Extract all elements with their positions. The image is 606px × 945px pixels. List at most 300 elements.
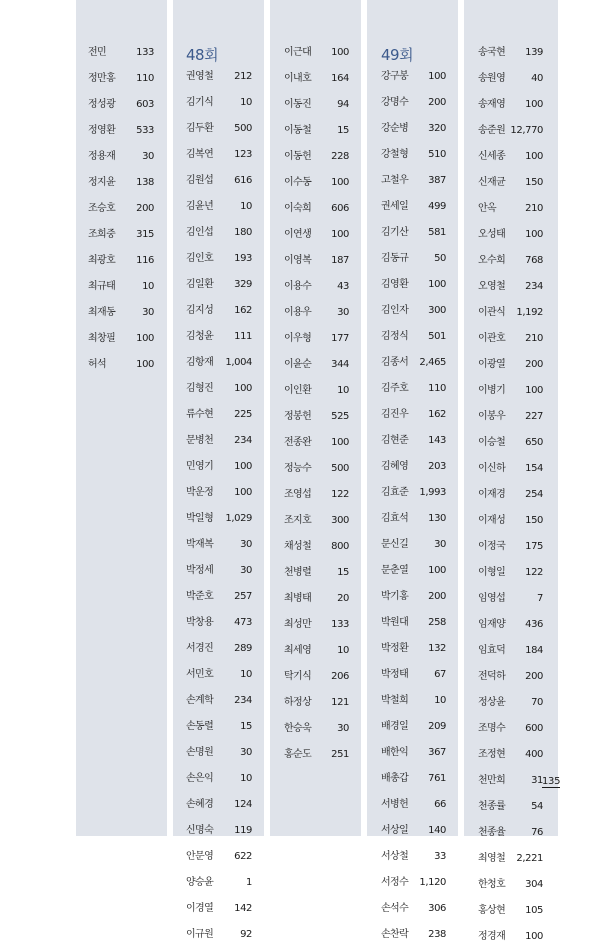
donor-row: [381, 615, 446, 631]
donation-amount: 132: [428, 643, 446, 654]
donor-row: [381, 589, 446, 605]
donor-row: [186, 329, 252, 345]
donor-row: [186, 407, 252, 423]
donor-row: [284, 149, 349, 165]
donor-name: 김동규: [381, 253, 409, 264]
donor-row: [186, 355, 252, 371]
donor-row: [186, 901, 252, 917]
donor-row: [186, 563, 252, 579]
donation-amount: 10: [240, 669, 252, 680]
donor-row: [478, 305, 543, 321]
donation-amount: 436: [525, 619, 543, 630]
donor-name: 이수동: [284, 177, 312, 188]
donor-name: 박일형: [186, 513, 214, 524]
donor-name: 권영철: [186, 71, 214, 82]
donor-row: [381, 849, 446, 865]
donor-row: [186, 693, 252, 709]
donor-name: 송원영: [478, 73, 506, 84]
donor-row: [88, 331, 154, 347]
donor-row: [186, 719, 252, 735]
donor-name: 이윤순: [284, 359, 312, 370]
donor-name: 강명수: [381, 97, 409, 108]
donor-row: [478, 721, 543, 737]
donor-name: 신명숙: [186, 825, 214, 836]
donation-amount: 30: [337, 723, 349, 734]
donor-name: 홍상현: [478, 905, 506, 916]
donor-name: 최창필: [88, 333, 116, 344]
donor-name: 이봉우: [478, 411, 506, 422]
donor-row: [186, 225, 252, 241]
donor-row: [478, 123, 543, 139]
donor-row: [186, 459, 252, 475]
donor-name: 채성철: [284, 541, 312, 552]
donor-row: [284, 591, 349, 607]
donation-amount: 473: [234, 617, 252, 628]
donation-amount: 30: [142, 307, 154, 318]
donor-name: 조승호: [88, 203, 116, 214]
donation-amount: 227: [525, 411, 543, 422]
donor-row: [186, 641, 252, 657]
donor-row: [478, 747, 543, 763]
donor-name: 이광열: [478, 359, 506, 370]
donor-row: [478, 487, 543, 503]
donor-row: [186, 537, 252, 553]
donor-name: 고철우: [381, 175, 409, 186]
donor-row: [381, 719, 446, 735]
donation-amount: 768: [525, 255, 543, 266]
donor-row: [284, 383, 349, 399]
donor-name: 이인환: [284, 385, 312, 396]
donation-amount: 234: [234, 435, 252, 446]
donor-row: [186, 797, 252, 813]
donor-name: 최병태: [284, 593, 312, 604]
donor-name: 천만희: [478, 775, 506, 786]
donation-amount: 300: [428, 305, 446, 316]
donation-amount: 100: [428, 279, 446, 290]
donor-name: 박정환: [381, 643, 409, 654]
donor-name: 김두환: [186, 123, 214, 134]
donor-row: [88, 357, 154, 373]
donor-row: [88, 227, 154, 243]
donor-name: 이용우: [284, 307, 312, 318]
donor-name: 임영섭: [478, 593, 506, 604]
donor-row: [478, 539, 543, 555]
donor-name: 전민: [88, 47, 107, 58]
donation-amount: 2,221: [516, 853, 543, 864]
donation-amount: 40: [531, 73, 543, 84]
donor-row: [284, 357, 349, 373]
donation-amount: 800: [331, 541, 349, 552]
donation-amount: 100: [525, 99, 543, 110]
donor-name: 강순병: [381, 123, 409, 134]
donation-amount: 12,770: [510, 125, 543, 136]
donor-row: [478, 591, 543, 607]
donor-name: 최재동: [88, 307, 116, 318]
donation-amount: 1,120: [419, 877, 446, 888]
donation-amount: 154: [525, 463, 543, 474]
donor-name: 김청윤: [186, 331, 214, 342]
donor-name: 이승철: [478, 437, 506, 448]
donor-name: 송국현: [478, 47, 506, 58]
donation-amount: 54: [531, 801, 543, 812]
donor-row: [478, 409, 543, 425]
donor-row: [381, 745, 446, 761]
donation-amount: 30: [240, 747, 252, 758]
donation-amount: 100: [525, 385, 543, 396]
donor-name: 전종완: [284, 437, 312, 448]
donor-row: [88, 149, 154, 165]
donor-name: 강구봉: [381, 71, 409, 82]
donor-row: [186, 927, 252, 943]
donor-row: [381, 511, 446, 527]
donor-row: [186, 69, 252, 85]
donor-row: [478, 149, 543, 165]
class-heading-48: 48회: [186, 46, 219, 64]
donation-amount: 123: [234, 149, 252, 160]
donation-amount: 130: [428, 513, 446, 524]
donation-amount: 184: [525, 645, 543, 656]
donor-name: 정성광: [88, 99, 116, 110]
donor-row: [284, 71, 349, 87]
donor-row: [478, 383, 543, 399]
donor-name: 이영복: [284, 255, 312, 266]
donor-name: 김진우: [381, 409, 409, 420]
donor-row: [88, 305, 154, 321]
donor-name: 문병천: [186, 435, 214, 446]
donor-name: 손동렬: [186, 721, 214, 732]
donor-row: [381, 667, 446, 683]
donor-name: 김종서: [381, 357, 409, 368]
donor-row: [186, 199, 252, 215]
donor-row: [381, 875, 446, 891]
donation-amount: 30: [142, 151, 154, 162]
donor-name: 민영기: [186, 461, 214, 472]
donor-name: 송재영: [478, 99, 506, 110]
donation-amount: 1,029: [225, 513, 252, 524]
donation-amount: 650: [525, 437, 543, 448]
donor-row: [478, 45, 543, 61]
donation-amount: 500: [331, 463, 349, 474]
donation-amount: 616: [234, 175, 252, 186]
donor-name: 정능수: [284, 463, 312, 474]
donor-row: [284, 617, 349, 633]
donor-row: [381, 927, 446, 943]
donor-name: 이동진: [284, 99, 312, 110]
donor-name: 신재균: [478, 177, 506, 188]
donation-amount: 119: [234, 825, 252, 836]
donor-row: [478, 669, 543, 685]
donor-row: [478, 903, 543, 919]
donor-name: 이재경: [478, 489, 506, 500]
donor-row: [478, 643, 543, 659]
donor-name: 한청호: [478, 879, 506, 890]
donor-name: 양승윤: [186, 877, 214, 888]
donor-row: [284, 721, 349, 737]
donor-name: 김복연: [186, 149, 214, 160]
donor-row: [381, 563, 446, 579]
donor-name: 김효준: [381, 487, 409, 498]
donor-name: 정용재: [88, 151, 116, 162]
donation-amount: 100: [331, 47, 349, 58]
donor-row: [381, 173, 446, 189]
donation-amount: 1: [246, 877, 252, 888]
donation-amount: 510: [428, 149, 446, 160]
donor-name: 이용수: [284, 281, 312, 292]
donation-amount: 15: [337, 125, 349, 136]
donation-amount: 100: [331, 177, 349, 188]
donor-row: [381, 797, 446, 813]
donation-amount: 100: [136, 333, 154, 344]
donor-name: 박창용: [186, 617, 214, 628]
donor-name: 이동철: [284, 125, 312, 136]
donation-amount: 133: [331, 619, 349, 630]
donation-amount: 30: [434, 539, 446, 550]
donor-row: [381, 199, 446, 215]
donation-amount: 203: [428, 461, 446, 472]
donation-amount: 110: [428, 383, 446, 394]
donor-row: [381, 277, 446, 293]
donation-amount: 499: [428, 201, 446, 212]
donor-name: 김지성: [186, 305, 214, 316]
donor-name: 김형진: [186, 383, 214, 394]
donation-amount: 533: [136, 125, 154, 136]
donor-name: 손계학: [186, 695, 214, 706]
donor-name: 서상일: [381, 825, 409, 836]
donation-amount: 31: [531, 775, 543, 786]
donation-amount: 100: [234, 383, 252, 394]
donor-row: [381, 69, 446, 85]
donation-amount: 200: [136, 203, 154, 214]
donor-row: [478, 929, 543, 945]
donor-name: 서경진: [186, 643, 214, 654]
donation-amount: 10: [337, 385, 349, 396]
donation-amount: 100: [525, 229, 543, 240]
donor-name: 오성태: [478, 229, 506, 240]
donation-amount: 234: [234, 695, 252, 706]
donation-amount: 306: [428, 903, 446, 914]
donor-row: [381, 381, 446, 397]
donor-row: [284, 747, 349, 763]
donor-row: [186, 589, 252, 605]
donor-row: [186, 511, 252, 527]
donation-amount: 164: [331, 73, 349, 84]
donation-amount: 210: [525, 203, 543, 214]
donor-name: 서병헌: [381, 799, 409, 810]
donor-name: 임효덕: [478, 645, 506, 656]
donor-name: 서민호: [186, 669, 214, 680]
donor-row: [186, 485, 252, 501]
donor-row: [186, 875, 252, 891]
donor-name: 조정현: [478, 749, 506, 760]
donor-name: 한승욱: [284, 723, 312, 734]
donation-amount: 111: [234, 331, 252, 342]
donor-row: [381, 407, 446, 423]
donor-row: [186, 849, 252, 865]
donor-name: 오수희: [478, 255, 506, 266]
donor-name: 정봉헌: [284, 411, 312, 422]
donation-amount: 10: [434, 695, 446, 706]
donation-amount: 162: [234, 305, 252, 316]
donation-amount: 238: [428, 929, 446, 940]
donor-row: [186, 173, 252, 189]
donor-name: 권세일: [381, 201, 409, 212]
donor-name: 정상윤: [478, 697, 506, 708]
donor-name: 홍순도: [284, 749, 312, 760]
donor-name: 이신하: [478, 463, 506, 474]
donation-amount: 76: [531, 827, 543, 838]
donor-name: 배총갑: [381, 773, 409, 784]
donor-name: 김일환: [186, 279, 214, 290]
donor-name: 최세영: [284, 645, 312, 656]
donor-name: 조영섭: [284, 489, 312, 500]
donor-row: [284, 565, 349, 581]
donor-name: 안문영: [186, 851, 214, 862]
donor-row: [381, 121, 446, 137]
donor-name: 김원섭: [186, 175, 214, 186]
donor-name: 전덕하: [478, 671, 506, 682]
donation-amount: 329: [234, 279, 252, 290]
donation-amount: 100: [525, 151, 543, 162]
donor-name: 박운정: [186, 487, 214, 498]
donor-row: [478, 357, 543, 373]
donor-name: 정만홍: [88, 73, 116, 84]
donor-row: [186, 433, 252, 449]
donor-name: 조희중: [88, 229, 116, 240]
donation-amount: 30: [337, 307, 349, 318]
donor-row: [284, 305, 349, 321]
donor-name: 박철희: [381, 695, 409, 706]
donation-amount: 100: [136, 359, 154, 370]
donor-row: [88, 123, 154, 139]
donor-row: [381, 147, 446, 163]
donation-amount: 20: [337, 593, 349, 604]
donor-row: [284, 539, 349, 555]
donation-amount: 501: [428, 331, 446, 342]
donor-row: [284, 435, 349, 451]
donation-amount: 10: [142, 281, 154, 292]
donor-row: [284, 175, 349, 191]
donation-amount: 139: [525, 47, 543, 58]
donor-row: [186, 147, 252, 163]
donor-name: 김인섭: [186, 227, 214, 238]
donor-name: 박재복: [186, 539, 214, 550]
donation-amount: 254: [525, 489, 543, 500]
donor-row: [478, 435, 543, 451]
donation-amount: 142: [234, 903, 252, 914]
donor-name: 천병렬: [284, 567, 312, 578]
donor-row: [88, 97, 154, 113]
donor-name: 김효석: [381, 513, 409, 524]
donation-amount: 143: [428, 435, 446, 446]
donor-row: [478, 565, 543, 581]
donor-row: [381, 771, 446, 787]
donation-amount: 2,465: [419, 357, 446, 368]
donor-row: [186, 251, 252, 267]
donation-amount: 1,004: [225, 357, 252, 368]
donor-row: [186, 121, 252, 137]
donor-row: [381, 225, 446, 241]
donor-row: [381, 693, 446, 709]
donor-name: 신세종: [478, 151, 506, 162]
donor-name: 류수현: [186, 409, 214, 420]
donor-name: 최성만: [284, 619, 312, 630]
donation-amount: 177: [331, 333, 349, 344]
donation-amount: 105: [525, 905, 543, 916]
donor-row: [284, 669, 349, 685]
donor-name: 김주호: [381, 383, 409, 394]
donor-row: [88, 253, 154, 269]
donor-row: [88, 279, 154, 295]
donor-name: 이형일: [478, 567, 506, 578]
donor-name: 이근대: [284, 47, 312, 58]
donor-name: 오영철: [478, 281, 506, 292]
donor-row: [88, 45, 154, 61]
class-heading-49: 49회: [381, 46, 414, 64]
donation-amount: 367: [428, 747, 446, 758]
donor-name: 천종률: [478, 801, 506, 812]
donor-row: [186, 771, 252, 787]
donor-name: 이관호: [478, 333, 506, 344]
donation-amount: 100: [428, 565, 446, 576]
donor-row: [284, 461, 349, 477]
donor-name: 정경재: [478, 931, 506, 942]
donor-row: [186, 303, 252, 319]
donor-name: 박정태: [381, 669, 409, 680]
page-number: 135: [542, 776, 561, 787]
donor-row: [284, 279, 349, 295]
donation-amount: 400: [525, 749, 543, 760]
donor-row: [186, 615, 252, 631]
donation-amount: 10: [240, 97, 252, 108]
donor-row: [478, 97, 543, 113]
donor-row: [478, 331, 543, 347]
donor-row: [478, 227, 543, 243]
donor-name: 김인자: [381, 305, 409, 316]
donation-amount: 15: [337, 567, 349, 578]
donor-name: 배경일: [381, 721, 409, 732]
donor-name: 최규태: [88, 281, 116, 292]
donor-row: [381, 641, 446, 657]
donor-name: 손은익: [186, 773, 214, 784]
donation-amount: 7: [537, 593, 543, 604]
donation-amount: 116: [136, 255, 154, 266]
donor-name: 박준호: [186, 591, 214, 602]
donation-amount: 1,993: [419, 487, 446, 498]
donor-name: 이관식: [478, 307, 506, 318]
donor-row: [381, 355, 446, 371]
donation-amount: 100: [331, 229, 349, 240]
donation-amount: 15: [240, 721, 252, 732]
donation-amount: 30: [240, 539, 252, 550]
donation-amount: 122: [525, 567, 543, 578]
donation-amount: 180: [234, 227, 252, 238]
donor-row: [478, 695, 543, 711]
donor-row: [381, 303, 446, 319]
donor-name: 천종율: [478, 827, 506, 838]
donor-name: 박기홍: [381, 591, 409, 602]
donor-row: [186, 277, 252, 293]
donation-amount: 304: [525, 879, 543, 890]
donation-amount: 206: [331, 671, 349, 682]
donation-amount: 200: [525, 671, 543, 682]
donation-amount: 622: [234, 851, 252, 862]
donor-row: [284, 409, 349, 425]
donor-row: [381, 537, 446, 553]
donation-amount: 100: [234, 461, 252, 472]
donation-amount: 187: [331, 255, 349, 266]
donation-amount: 600: [525, 723, 543, 734]
donation-amount: 162: [428, 409, 446, 420]
